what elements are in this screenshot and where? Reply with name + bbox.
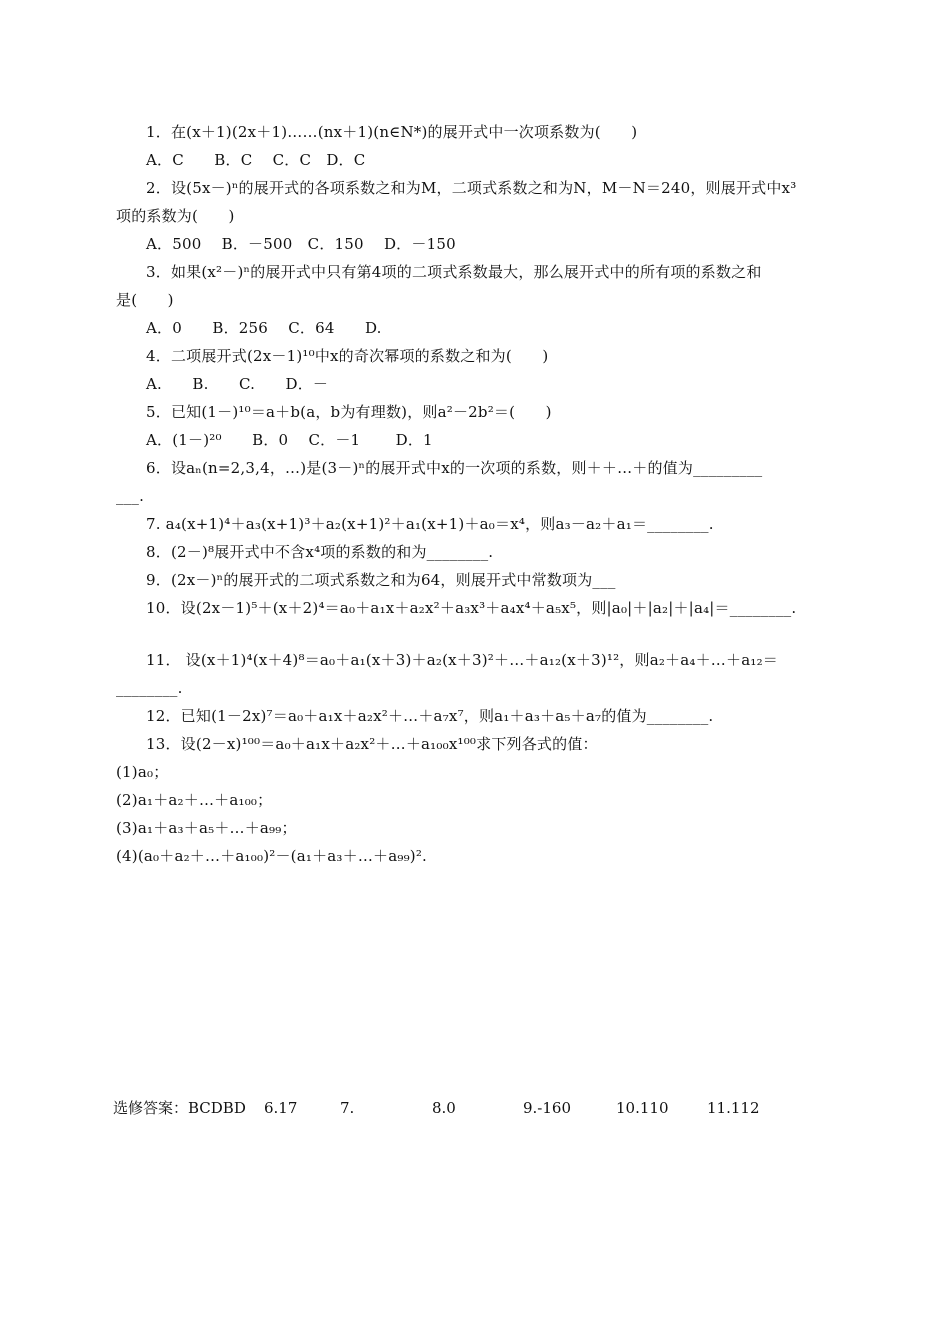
answer-10: 10.110	[616, 1099, 669, 1117]
problem-9: 9．(2x－)ⁿ的展开式的二项式系数之和为64，则展开式中常数项为___	[146, 571, 616, 589]
problem-12: 12．已知(1－2x)⁷＝a₀＋a₁x＋a₂x²＋…＋a₇x⁷，则a₁＋a₃＋a₅＋a₇的值为________.	[146, 707, 714, 725]
answer-8: 8.0	[432, 1099, 456, 1117]
problem-2: 2．设(5x－)ⁿ的展开式的各项系数之和为M，二项式系数之和为N，M－N＝240，则展开式中x³	[146, 179, 797, 197]
problem-13-part-2: (2)a₁＋a₂＋…＋a₁₀₀；	[116, 791, 273, 809]
problem-13: 13．设(2－x)¹⁰⁰＝a₀＋a₁x＋a₂x²＋…＋a₁₀₀x¹⁰⁰求下列各式的值：	[146, 735, 598, 753]
problem-2-options: A．500 B．－500 C．150 D．－150	[146, 235, 456, 253]
problem-11-cont: ________.	[116, 679, 183, 697]
problem-13-part-1: (1)a₀；	[116, 763, 169, 781]
problem-11: 11． 设(x＋1)⁴(x＋4)⁸＝a₀＋a₁(x＋3)＋a₂(x＋3)²＋…＋a₁₂(x＋3)¹²，则a₂＋a₄＋…＋a₁₂＝	[146, 651, 778, 669]
answer-6: 6.17	[264, 1099, 298, 1117]
answer-9: 9.-160	[523, 1099, 572, 1117]
problem-4: 4．二项展开式(2x－1)¹⁰中x的奇次幂项的系数之和为( )	[146, 347, 549, 365]
problem-4-options: A. B. C. D．－	[146, 375, 329, 393]
problem-10: 10．设(2x－1)⁵＋(x＋2)⁴＝a₀＋a₁x＋a₂x²＋a₃x³＋a₄x⁴＋a₅x⁵，则|a₀|＋|a₂|＋|a₄|＝________.	[146, 599, 797, 617]
problem-5: 5．已知(1－)¹⁰＝a＋b(a，b为有理数)，则a²－2b²＝( )	[146, 403, 552, 421]
problem-3: 3．如果(x²－)ⁿ的展开式中只有第4项的二项式系数最大，那么展开式中的所有项的系数之和	[146, 263, 762, 281]
answer-label: 选修答案：BCDBD	[113, 1099, 246, 1117]
problem-8: 8．(2－)⁸展开式中不含x⁴项的系数的和为________.	[146, 543, 494, 561]
problem-1: 1．在(x＋1)(2x＋1)……(nx＋1)(n∈N*)的展开式中一次项系数为( )	[146, 123, 638, 141]
problem-2-cont: 项的系数为( )	[116, 207, 235, 225]
problem-13-part-4: (4)(a₀＋a₂＋…＋a₁₀₀)²－(a₁＋a₃＋…＋a₉₉)².	[116, 847, 428, 865]
problem-6: 6．设aₙ(n=2,3,4，…)是(3－)ⁿ的展开式中x的一次项的系数，则＋＋…＋的值为_________	[146, 459, 763, 477]
problem-3-cont: 是( )	[116, 291, 174, 309]
problem-3-options: A．0 B．256 C．64 D.	[146, 319, 382, 337]
answer-7: 7.	[340, 1099, 355, 1117]
problem-13-part-3: (3)a₁＋a₃＋a₅＋…＋a₉₉；	[116, 819, 297, 837]
answer-11: 11.112	[707, 1099, 760, 1117]
problem-7: 7. a₄(x+1)⁴＋a₃(x+1)³＋a₂(x+1)²＋a₁(x+1)＋a₀＝x⁴，则a₃－a₂＋a₁＝________.	[146, 515, 714, 533]
problem-6-cont: ___.	[116, 487, 145, 505]
problem-1-options: A．C B．C C．C D．C	[146, 151, 366, 169]
problem-5-options: A．(1－)²⁰ B．0 C．－1 D．1	[146, 431, 433, 449]
